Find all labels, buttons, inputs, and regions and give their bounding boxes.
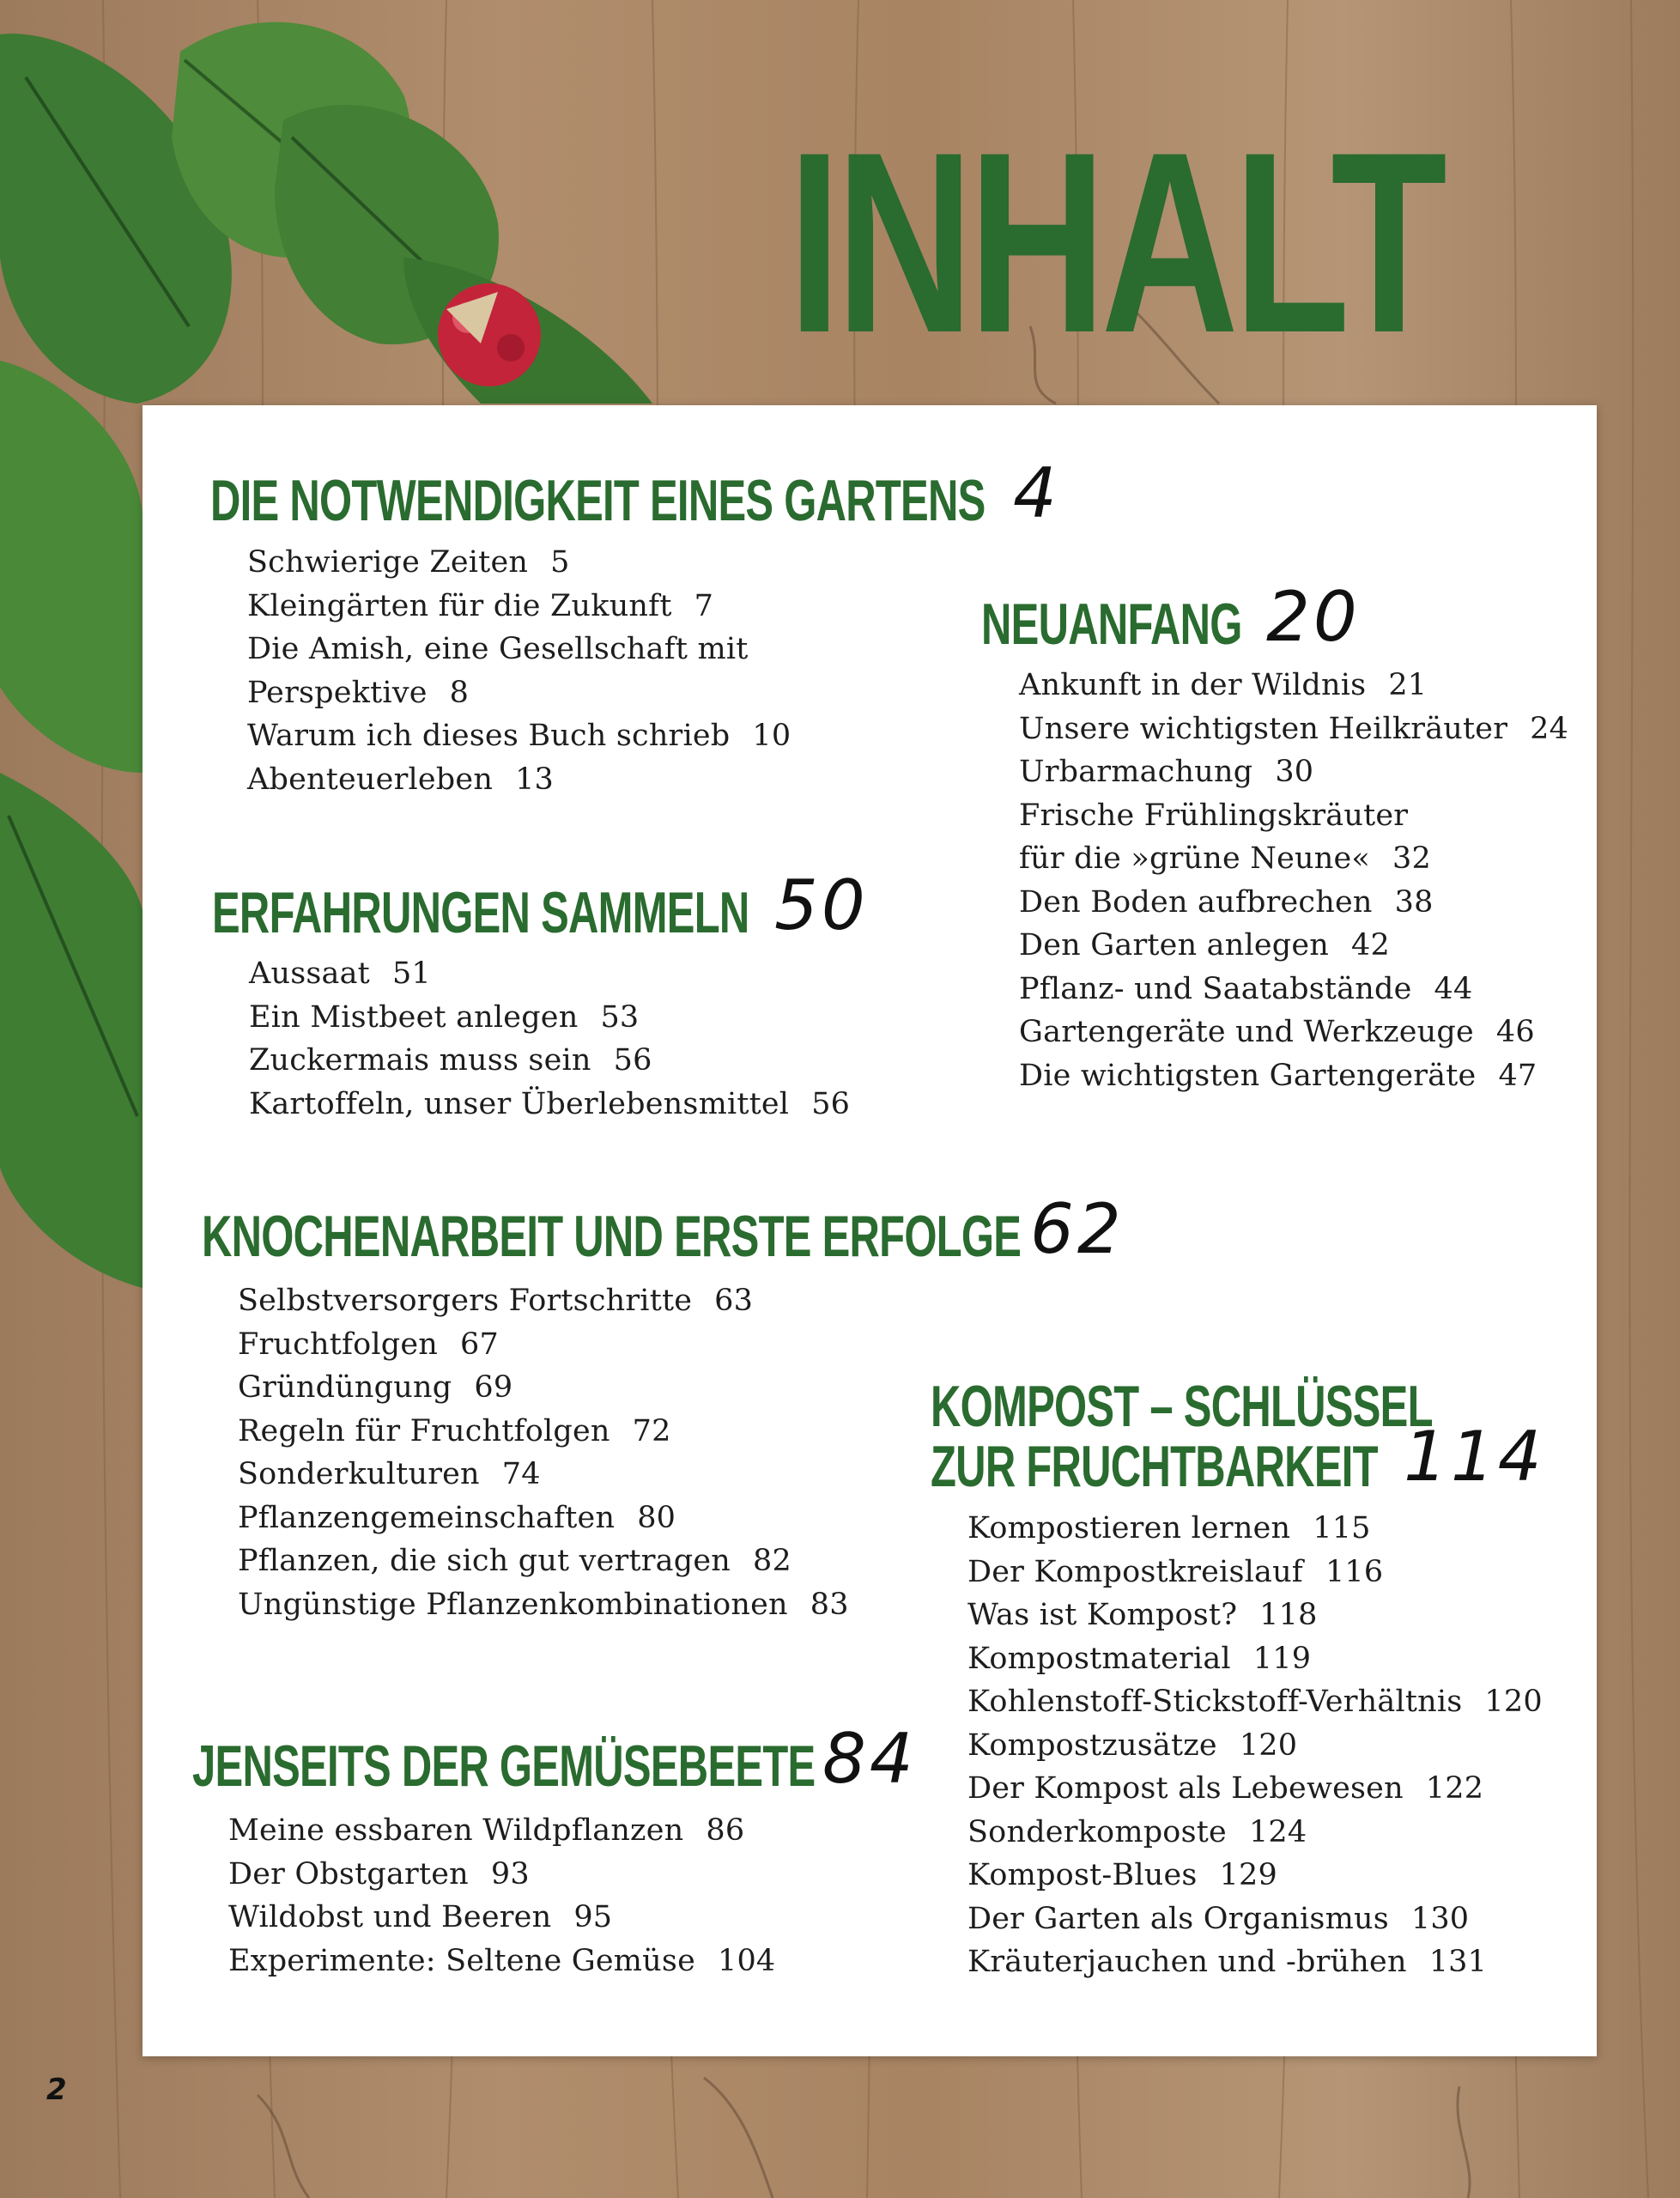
list-item[interactable]: Ankunft in der Wildnis 21	[1019, 668, 1428, 702]
list-item[interactable]: Kompost-Blues 129	[967, 1858, 1277, 1892]
list-item[interactable]: Den Garten anlegen 42	[1019, 928, 1390, 962]
list-item[interactable]: Kräuterjauchen und -brühen 131	[967, 1945, 1488, 1979]
section-page-number: 50	[774, 865, 869, 945]
list-item[interactable]: Schwierige Zeiten 5	[247, 545, 570, 580]
list-item[interactable]: Kohlenstoff-Stickstoff-Verhältnis 120	[967, 1685, 1543, 1719]
section-title: ERFAHRUNGEN SAMMELN	[212, 880, 749, 945]
section-page-number: 114	[1404, 1417, 1545, 1497]
list-item[interactable]: Sonderkomposte 124	[967, 1814, 1307, 1849]
list-item[interactable]: Gründüngung 69	[238, 1370, 513, 1405]
section-title: KNOCHENARBEIT UND ERSTE ERFOLGE	[202, 1204, 1022, 1269]
section-page-number: 62	[1030, 1189, 1125, 1269]
list-item[interactable]: Ein Mistbeet anlegen 53	[249, 999, 640, 1035]
section-items	[238, 1279, 849, 1626]
list-item[interactable]: Frische Frühlingskräuter	[1019, 798, 1409, 833]
list-item[interactable]: Abenteuerleben 13	[247, 762, 555, 797]
list-item[interactable]: Perspektive 8	[247, 675, 470, 710]
section-title: NEUANFANG	[981, 592, 1242, 657]
list-item[interactable]: Gartengeräte und Werkzeuge 46	[1019, 1015, 1535, 1049]
list-item[interactable]: Wildobst und Beeren 95	[228, 1900, 613, 1934]
list-item[interactable]: Meine essbaren Wildpflanzen 86	[228, 1813, 745, 1848]
list-item[interactable]: Kartoffeln, unser Überlebensmittel 56	[249, 1086, 851, 1121]
list-item[interactable]: Kompostieren lernen 115	[967, 1511, 1371, 1545]
list-item[interactable]: Kompostzusätze 120	[967, 1727, 1298, 1763]
list-item[interactable]: Pflanzengemeinschaften 80	[238, 1500, 676, 1535]
page-number: 2	[46, 2073, 67, 2107]
section-page-number: 84	[822, 1719, 917, 1799]
list-item[interactable]: Der Obstgarten 93	[228, 1856, 530, 1891]
list-item[interactable]: Selbstversorgers Fortschritte 63	[238, 1284, 754, 1318]
section-items	[228, 1809, 775, 1982]
list-item[interactable]: Ungünstige Pflanzenkombinationen 83	[238, 1587, 849, 1622]
list-item[interactable]: Urbarmachung 30	[1019, 755, 1314, 789]
list-item[interactable]: Die wichtigsten Gartengeräte 47	[1019, 1058, 1537, 1093]
list-item[interactable]: Der Garten als Organismus 130	[967, 1901, 1470, 1936]
page-title: INHALT	[788, 98, 1442, 386]
list-item[interactable]: Kompostmaterial 119	[967, 1641, 1312, 1676]
list-item[interactable]: Experimente: Seltene Gemüse 104	[228, 1943, 776, 1978]
section-knochenarbeit	[202, 1204, 1339, 1269]
section-page-number: 4	[1013, 453, 1060, 533]
list-item[interactable]: Der Kompost als Lebewesen 122	[967, 1771, 1484, 1806]
list-item[interactable]: Sonderkulturen 74	[238, 1457, 541, 1491]
section-title-line1: KOMPOST – SCHLÜSSEL	[931, 1374, 1433, 1439]
list-item[interactable]: Die Amish, eine Gesellschaft mit	[247, 632, 749, 666]
section-notwendigkeit	[210, 468, 1287, 533]
section-items	[1019, 664, 1568, 1097]
section-items	[247, 541, 791, 801]
list-item[interactable]: Kleingärten für die Zukunft 7	[247, 588, 714, 623]
list-item[interactable]: Unsere wichtigsten Heilkräuter 24	[1019, 711, 1569, 746]
list-item[interactable]: für die »grüne Neune« 32	[1019, 841, 1431, 876]
list-item[interactable]: Regeln für Fruchtfolgen 72	[238, 1413, 671, 1448]
list-item[interactable]: Pflanz- und Saatabstände 44	[1019, 971, 1473, 1006]
section-jenseits	[192, 1734, 1058, 1799]
section-title-line2: ZUR FRUCHTBARKEIT	[931, 1434, 1378, 1499]
list-item[interactable]: Pflanzen, die sich gut vertragen 82	[238, 1544, 791, 1578]
list-item[interactable]: Zuckermais muss sein 56	[249, 1043, 652, 1078]
section-title: DIE NOTWENDIGKEIT EINES GARTENS	[210, 468, 986, 533]
list-item[interactable]: Den Boden aufbrechen 38	[1019, 884, 1434, 920]
list-item[interactable]: Aussaat 51	[249, 956, 431, 991]
list-item[interactable]: Was ist Kompost? 118	[967, 1598, 1318, 1632]
section-page-number: 20	[1266, 577, 1361, 657]
list-item[interactable]: Fruchtfolgen 67	[238, 1327, 499, 1362]
section-title: JENSEITS DER GEMÜSEBEETE	[192, 1734, 816, 1799]
list-item[interactable]: Der Kompostkreislauf 116	[967, 1554, 1384, 1589]
list-item[interactable]: Warum ich dieses Buch schrieb 10	[247, 719, 791, 753]
section-items	[249, 952, 850, 1126]
